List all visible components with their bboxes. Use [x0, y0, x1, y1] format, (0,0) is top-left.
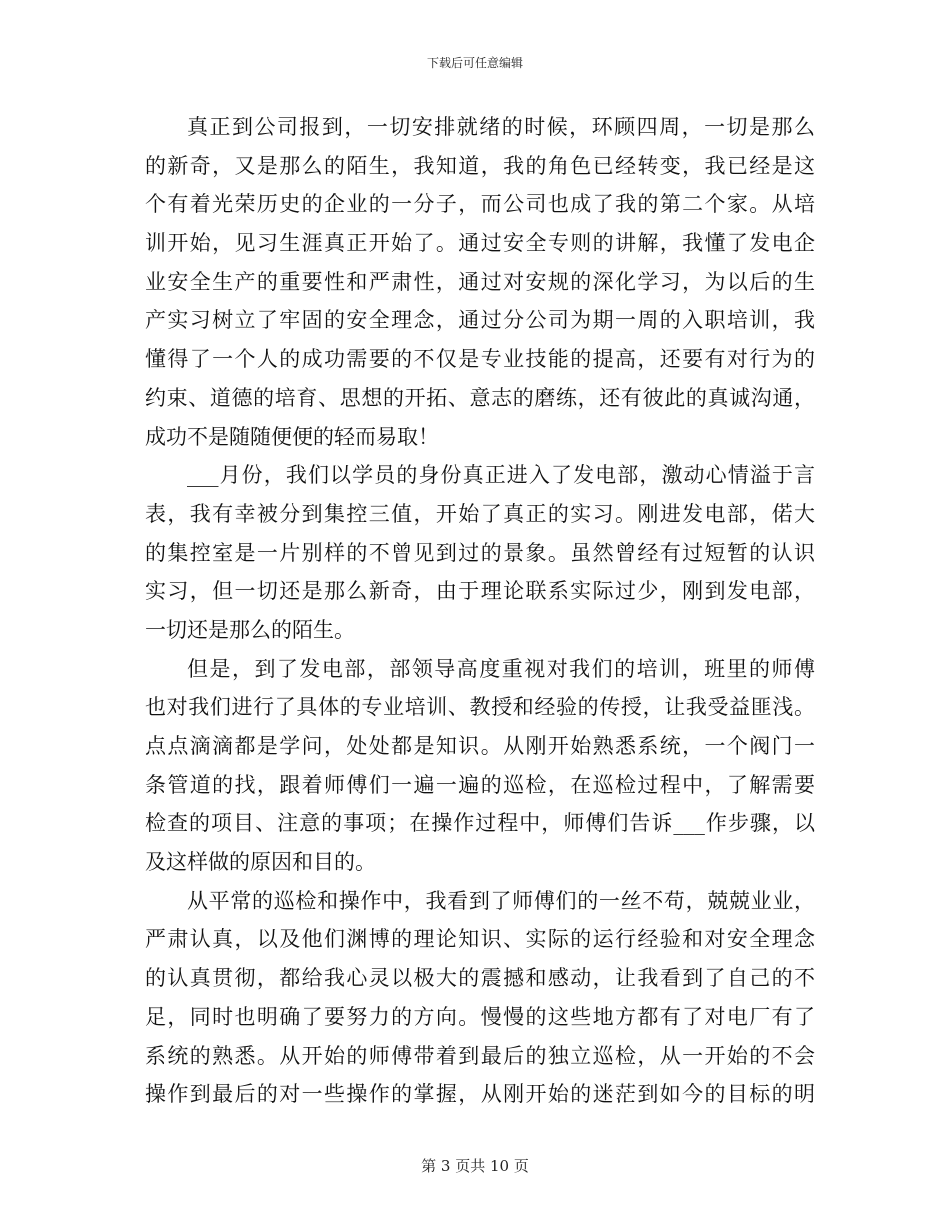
text-line: 实习，但一切还是那么新奇，由于理论联系实际过少，刚到发电部，: [145, 579, 815, 604]
text-line: 从平常的巡检和操作中，我看到了师傅们的一丝不苟，兢兢业业，: [187, 888, 815, 913]
paragraph-1: [145, 108, 815, 456]
text-line: 表，我有幸被分到集控三值，开始了真正的实习。刚进发电部，偌大: [145, 501, 815, 526]
text-line: 约束、道德的培育、思想的开拓、意志的磨练，还有彼此的真诚沟通，: [145, 385, 815, 410]
text-line: 成功不是随随便便的轻而易取！: [145, 424, 439, 449]
text-line: 检查的项目、注意的事项；在操作过程中，师傅们告诉___作步骤，以: [145, 811, 815, 836]
document-body: [145, 108, 815, 1114]
text-line: 训开始，见习生涯真正开始了。通过安全专则的讲解，我懂了发电企: [145, 231, 815, 256]
text-line: 系统的熟悉。从开始的师傅带着到最后的独立巡检，从一开始的不会: [145, 1043, 815, 1068]
paragraph-3: [145, 650, 815, 882]
text-line: 的集控室是一片别样的不曾见到过的景象。虽然曾经有过短暂的认识: [145, 540, 815, 565]
text-line: 的认真贯彻，都给我心灵以极大的震撼和感动，让我看到了自己的不: [145, 966, 815, 991]
page-header: 下载后可任意编辑: [426, 56, 523, 70]
text-line: 条管道的找，跟着师傅们一遍一遍的巡检，在巡检过程中，了解需要: [145, 772, 815, 797]
text-line: 的新奇，又是那么的陌生，我知道，我的角色已经转变，我已经是这: [145, 153, 815, 178]
page-footer: 第 3 页共 10 页: [421, 1157, 529, 1175]
text-line: 一切还是那么的陌生。: [145, 617, 355, 642]
paragraph-2: [145, 456, 815, 649]
text-line: 足，同时也明确了要努力的方向。慢慢的这些地方都有了对电厂有了: [145, 1004, 815, 1029]
text-line: 真正到公司报到，一切安排就绪的时候，环顾四周，一切是那么: [187, 115, 815, 139]
text-line: 懂得了一个人的成功需要的不仅是专业技能的提高，还要有对行为的: [145, 347, 815, 372]
text-line: 也对我们进行了具体的专业培训、教授和经验的传授，让我受益匪浅。: [145, 695, 815, 720]
text-line: 及这样做的原因和目的。: [145, 850, 376, 875]
text-line: 点点滴滴都是学问，处处都是知识。从刚开始熟悉系统，一个阀门一: [145, 734, 815, 758]
text-line: 业安全生产的重要性和严肃性，通过对安规的深化学习，为以后的生: [145, 269, 815, 294]
paragraph-4: [145, 882, 815, 1114]
text-line: 个有着光荣历史的企业的一分子，而公司也成了我的第二个家。从培: [145, 192, 815, 217]
text-line: 产实习树立了牢固的安全理念，通过分公司为期一周的入职培训，我: [145, 308, 815, 333]
text-line: 严肃认真，以及他们渊博的理论知识、实际的运行经验和对安全理念: [145, 927, 815, 952]
text-line: 操作到最后的对一些操作的掌握，从刚开始的迷茫到如今的目标的明: [145, 1082, 815, 1107]
text-line: 但是，到了发电部，部领导高度重视对我们的培训，班里的师傅: [187, 656, 815, 681]
text-line: ___月份，我们以学员的身份真正进入了发电部，激动心情溢于言: [187, 463, 815, 488]
